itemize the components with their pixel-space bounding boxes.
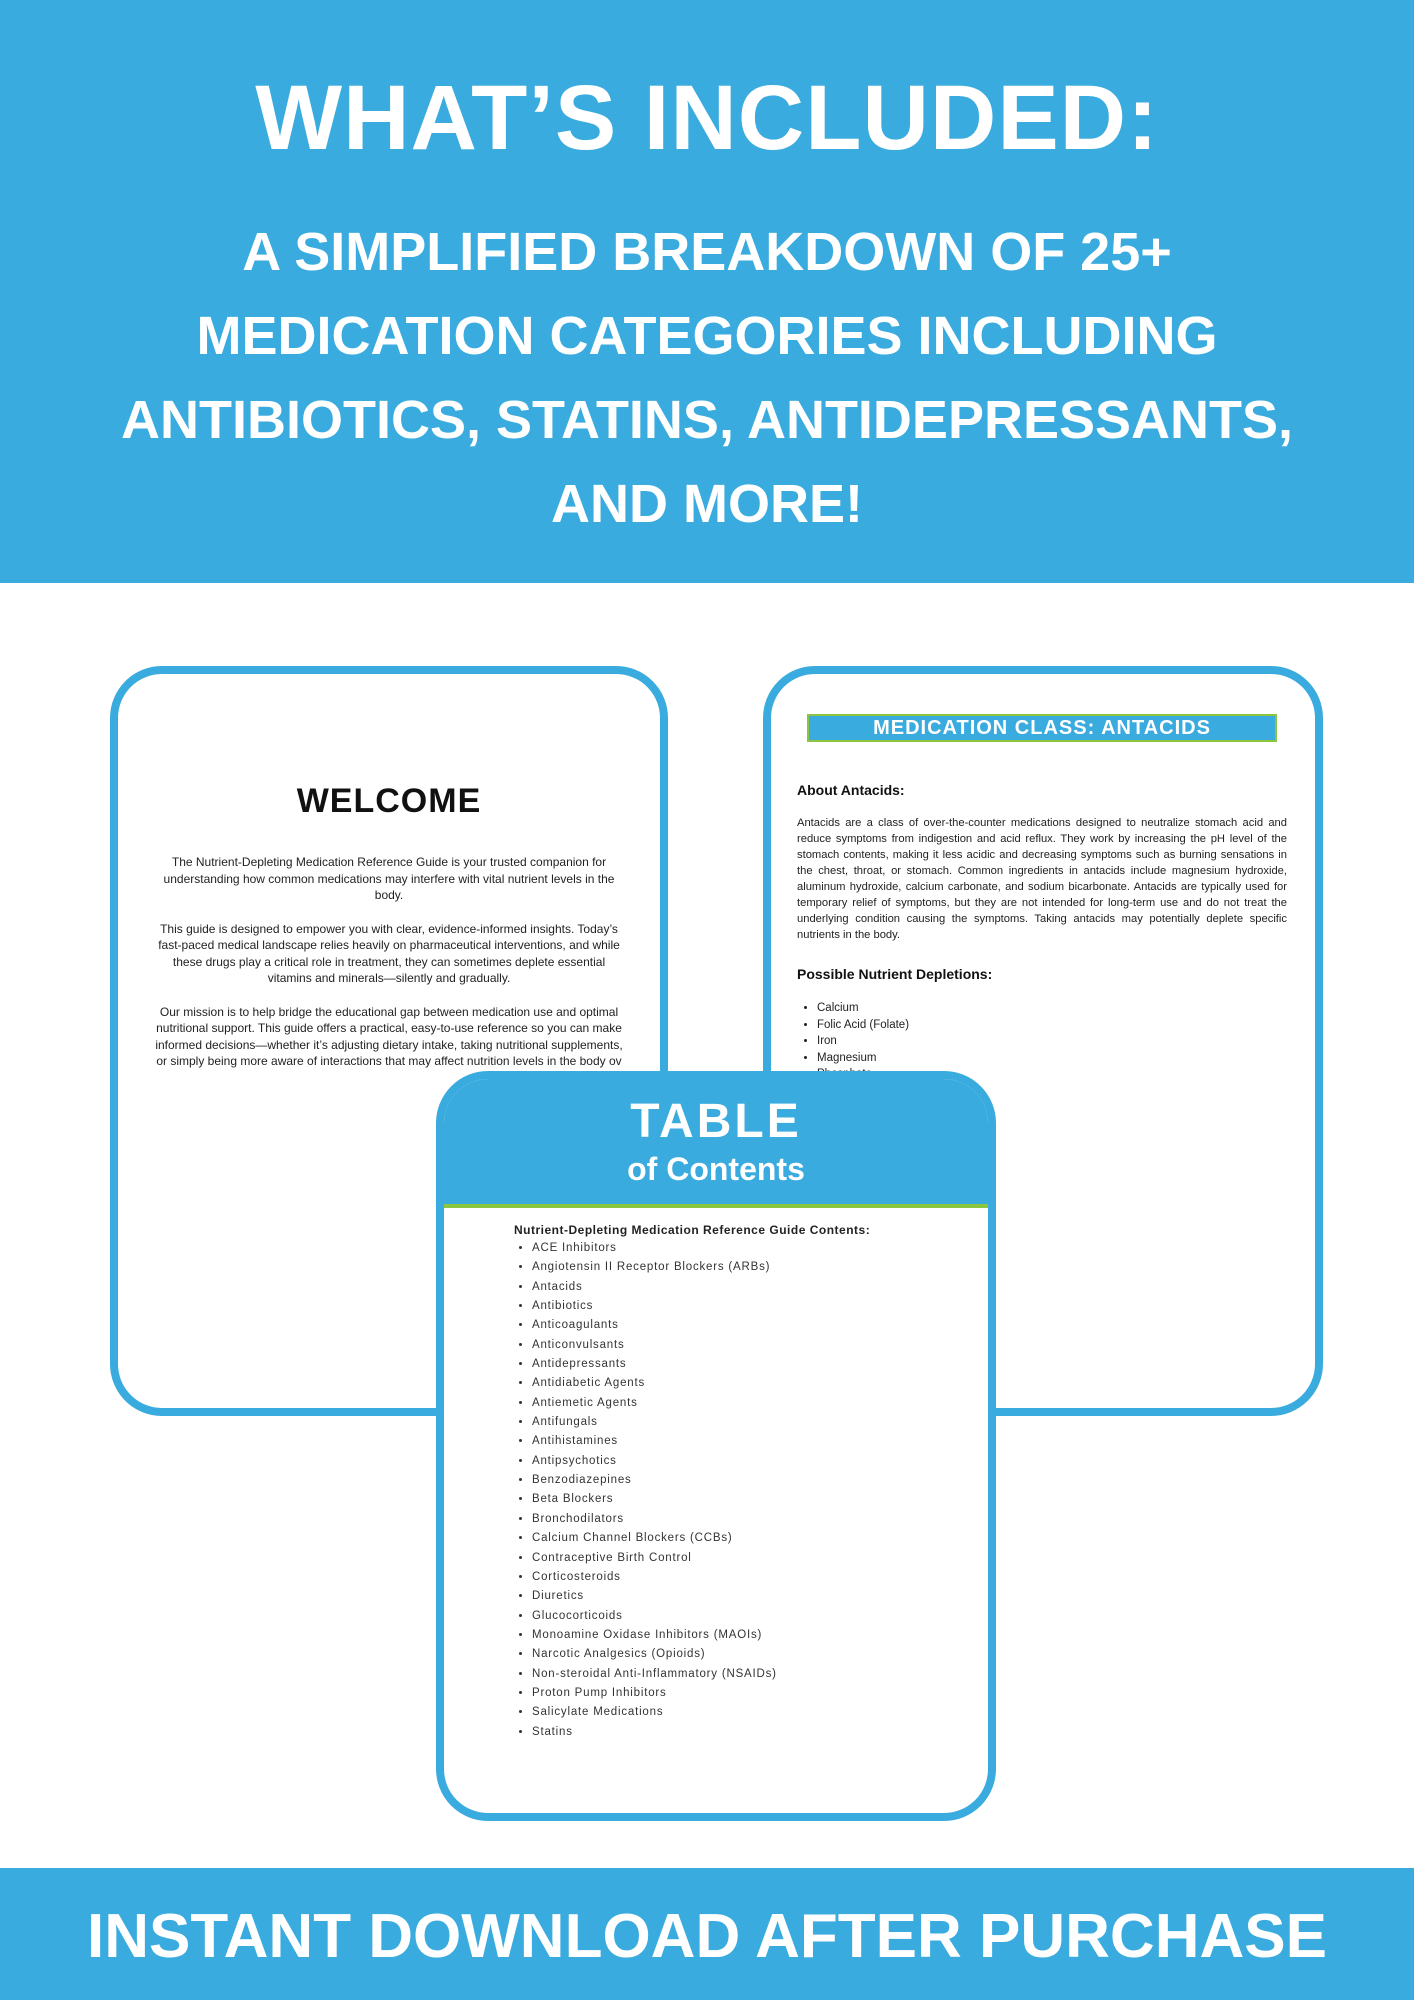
toc-item: • Calcium Channel Blockers (CCBs) <box>532 1529 777 1548</box>
welcome-paragraph: Our mission is to help bridge the educational gap between medication use and optimal nutritional support. This guide offers a practical, easy-to-use reference so you can make informed decisions—whether it’s adjusting dietary intake, taking nutritional supplements, or simply being more aware of interactions that may affect nutrition levels in the body ov <box>155 1004 623 1068</box>
toc-item: • Anticonvulsants <box>532 1336 777 1355</box>
about-text: Antacids are a class of over-the-counter medications designed to neutralize stomach acid and reduce symptoms from indigestion and acid reflux. They work by increasing the pH level of the stomach contents, making it less acidic and decreasing symptoms such as burning sensations in the chest, throat, or stomach. Common ingredients in antacids include magnesium hydroxide, aluminum hydroxide, calcium carbonate, and sodium bicarbonate. Antacids are typically used for temporary relief of symptoms, but they are not intended for long-term use and do not treat the underlying condition causing the symptoms. Taking antacids may potentially deplete specific nutrients in the body. <box>797 817 1287 941</box>
antacids-header: MEDICATION CLASS: ANTACIDS <box>807 714 1277 742</box>
subtitle-line: ANTIBIOTICS, STATINS, ANTIDEPRESSANTS, <box>120 390 1294 450</box>
toc-item: • Contraceptive Birth Control <box>532 1549 777 1568</box>
subtitle-line: MEDICATION CATEGORIES INCLUDING <box>196 306 1218 366</box>
list-item: • Iron <box>817 1033 909 1050</box>
toc-item: • Salicylate Medications <box>532 1703 777 1722</box>
toc-item: • Beta Blockers <box>532 1490 777 1509</box>
toc-item: • Antipsychotics <box>532 1452 777 1471</box>
toc-list <box>514 1239 777 1742</box>
toc-item: • Bronchodilators <box>532 1510 777 1529</box>
toc-item: • Antiemetic Agents <box>532 1394 777 1413</box>
toc-item: • Antidiabetic Agents <box>532 1374 777 1393</box>
top-banner <box>0 0 1414 583</box>
toc-item: • Statins <box>532 1723 777 1742</box>
toc-title: TABLE <box>630 1095 802 1148</box>
bottom-banner <box>0 1868 1414 2000</box>
toc-item: • ACE Inhibitors <box>532 1239 777 1258</box>
toc-item: • Antihistamines <box>532 1432 777 1451</box>
about-heading: About Antacids: <box>797 782 905 798</box>
toc-item: • Antifungals <box>532 1413 777 1432</box>
toc-item: • Benzodiazepines <box>532 1471 777 1490</box>
toc-page-preview <box>436 1071 996 1821</box>
toc-item: • Corticosteroids <box>532 1568 777 1587</box>
toc-item: • Antacids <box>532 1278 777 1297</box>
toc-item: • Non-steroidal Anti-Inflammatory (NSAIDs) <box>532 1665 777 1684</box>
toc-item: • Narcotic Analgesics (Opioids) <box>532 1645 777 1664</box>
toc-item: • Antidepressants <box>532 1355 777 1374</box>
toc-item: • Anticoagulants <box>532 1316 777 1335</box>
welcome-body <box>154 854 624 1087</box>
toc-subtitle: of Contents <box>627 1151 805 1187</box>
list-item: • Magnesium <box>817 1050 909 1067</box>
list-item: • Calcium <box>817 1000 909 1017</box>
depletions-heading: Possible Nutrient Depletions: <box>797 966 993 982</box>
toc-item: • Angiotensin II Receptor Blockers (ARBs) <box>532 1258 777 1277</box>
footer-text: INSTANT DOWNLOAD AFTER PURCHASE <box>87 1902 1327 1971</box>
welcome-paragraph: This guide is designed to empower you with clear, evidence-informed insights. Today’s fast-paced medical landscape relies heavily on pharmaceutical interventions, and while these drugs play a critical role in treatment, they can sometimes deplete essential vitamins and minerals—silently and gradually. <box>158 921 620 985</box>
subtitle <box>60 210 1354 546</box>
toc-item: • Diuretics <box>532 1587 777 1606</box>
subtitle-line: AND MORE! <box>551 474 863 534</box>
subtitle-line: A SIMPLIFIED BREAKDOWN OF 25+ <box>242 222 1172 282</box>
page-title: WHAT’S INCLUDED: <box>255 67 1159 169</box>
toc-item: • Antibiotics <box>532 1297 777 1316</box>
toc-item: • Proton Pump Inhibitors <box>532 1684 777 1703</box>
list-item: • Folic Acid (Folate) <box>817 1017 909 1034</box>
welcome-title: WELCOME <box>296 782 482 820</box>
toc-item: • Monoamine Oxidase Inhibitors (MAOIs) <box>532 1626 777 1645</box>
toc-item: • Glucocorticoids <box>532 1607 777 1626</box>
welcome-paragraph: The Nutrient-Depleting Medication Reference Guide is your trusted companion for understanding how common medications may interfere with vital nutrient levels in the body. <box>163 855 615 902</box>
toc-header <box>444 1079 988 1208</box>
toc-intro: Nutrient-Depleting Medication Reference Guide Contents: <box>514 1223 871 1237</box>
